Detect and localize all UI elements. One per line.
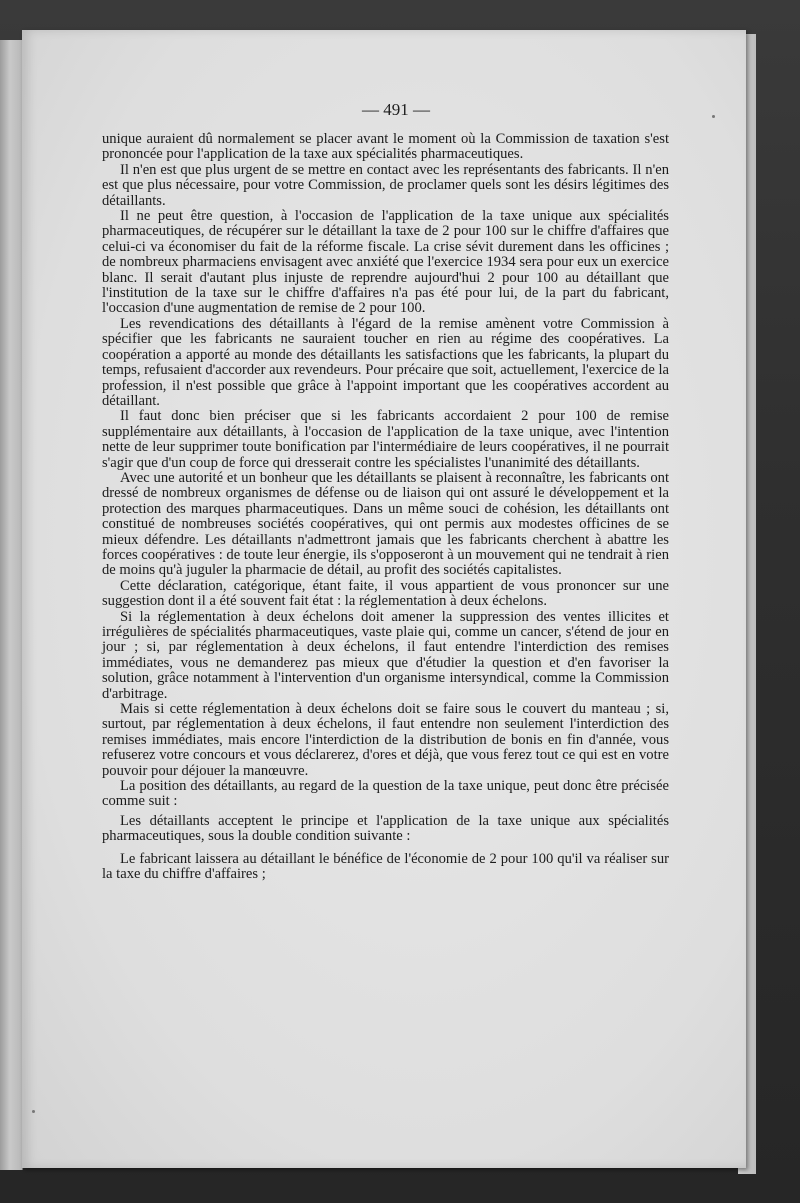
paper-speck — [32, 1110, 35, 1113]
document-page — [22, 30, 746, 1168]
page-number: — 491 — — [362, 100, 430, 119]
paragraph: Cette déclaration, catégorique, étant faite, il vous appartient de vous prononcer sur une suggestion dont il a été souvent fait état : la réglementation à deux échelons. — [102, 577, 669, 610]
paragraph: Les revendications des détaillants à l'égard de la remise amènent votre Commission à spécifier que les fabricants ne sauraient toucher en rien au régime des coopératives. La coopération a apporté au monde des détaillants les satisfactions que les fabricants, la plupart du temps, refusaient d'accorder aux revendeurs. Pour précaire que soit, actuellement, l'exercice de la profession, il n'est possible que grâce à l'appoint important que les coopératives accordent au détaillant. — [102, 315, 669, 409]
paragraph: unique auraient dû normalement se placer avant le moment où la Commission de taxation s'est prononcée pour l'application de la taxe aux spécialités pharmaceutiques. — [102, 131, 669, 163]
paper-speck — [712, 115, 715, 118]
left-page-edge — [0, 40, 23, 1170]
paragraph: Il faut donc bien préciser que si les fabricants accordaient 2 pour 100 de remise supplémentaire aux détaillants, à l'occasion de l'application de la taxe unique, avec l'intention nette de leur supprimer toute bonification par l'intermédiaire de leurs coopératives, il ne pourrait s'agir que d'un coup de force qui dresserait contre les spécialistes l'unanimité des détaillants. — [102, 408, 669, 471]
body-text — [102, 132, 669, 883]
paragraph: La position des détaillants, au regard de la question de la taxe unique, peut donc être précisée comme suit : — [102, 778, 669, 810]
paragraph: Avec une autorité et un bonheur que les détaillants se plaisent à reconnaître, les fabricants ont dressé de nombreux organismes de défense ou de liaison qui ont assuré le développement et la protection des marques pharmaceutiques. Dans un même souci de cohésion, les détaillants ont constitué de nombreuses sociétés coopératives, qui ont permis aux modestes officines de se mieux défendre. Les détaillants n'admettront jamais que les fabricants cherchent à abattre les forces coopératives : de toute leur énergie, ils s'opposeront à un mouvement qui ne tendrait à rien de moins qu'à juguler la pharmacie de détail, au profit des sociétés capitalistes. — [102, 469, 669, 579]
paragraph: Mais si cette réglementation à deux échelons doit se faire sous le couvert du manteau ; si, surtout, par réglementation à deux échelons, il faut entendre non seulement l'interdiction des remises immédiates, mais encore l'interdiction de la distribution de bonis en fin d'année, vous refuserez votre concours et vous déclarerez, d'ores et déjà, que vous ferez tout ce qui est en votre pouvoir pour déjouer la manœuvre. — [102, 701, 669, 779]
paragraph: Il n'en est que plus urgent de se mettre en contact avec les représentants des fabricants. Il n'en est que plus nécessaire, pour votre Commission, de proclamer quels sont les désirs légitimes des détaillants. — [102, 161, 669, 209]
paragraph: Le fabricant laissera au détaillant le bénéfice de l'économie de 2 pour 100 qu'il va réaliser sur la taxe du chiffre d'affaires ; — [102, 850, 669, 883]
paragraph: Les détaillants acceptent le principe et l'application de la taxe unique aux spécialités pharmaceutiques, sous la double condition suivante : — [102, 812, 669, 845]
paragraph: Il ne peut être question, à l'occasion de l'application de la taxe unique aux spécialités pharmaceutiques, de récupérer sur le détaillant la taxe de 2 pour 100 sur le chiffre d'affaires que celui-ci va économiser du fait de la réforme fiscale. La crise sévit durement dans les officines ; de nombreux pharmaciens envisagent avec anxiété que l'exercice 1934 sera pour eux un exercice blanc. Il serait d'autant plus injuste de reprendre aujourd'hui 2 pour 100 au détaillant que l'institution de la taxe sur le chiffre d'affaires n'a pas été pour lui, de la part du fabricant, l'occasion d'une augmentation de remise de 2 pour 100. — [102, 208, 669, 317]
paragraph: Si la réglementation à deux échelons doit amener la suppression des ventes illicites et irrégulières de spécialités pharmaceutiques, vaste plaie qui, comme un cancer, s'étend de jour en jour ; si, par réglementation à deux échelons, il faut entendre l'interdiction des remises immédiates, vous ne demanderez pas mieux que d'étudier la question et d'en favoriser la solution, grâce notamment à l'intervention d'un organisme intersyndical, comme la Commission d'arbitrage. — [102, 608, 669, 702]
